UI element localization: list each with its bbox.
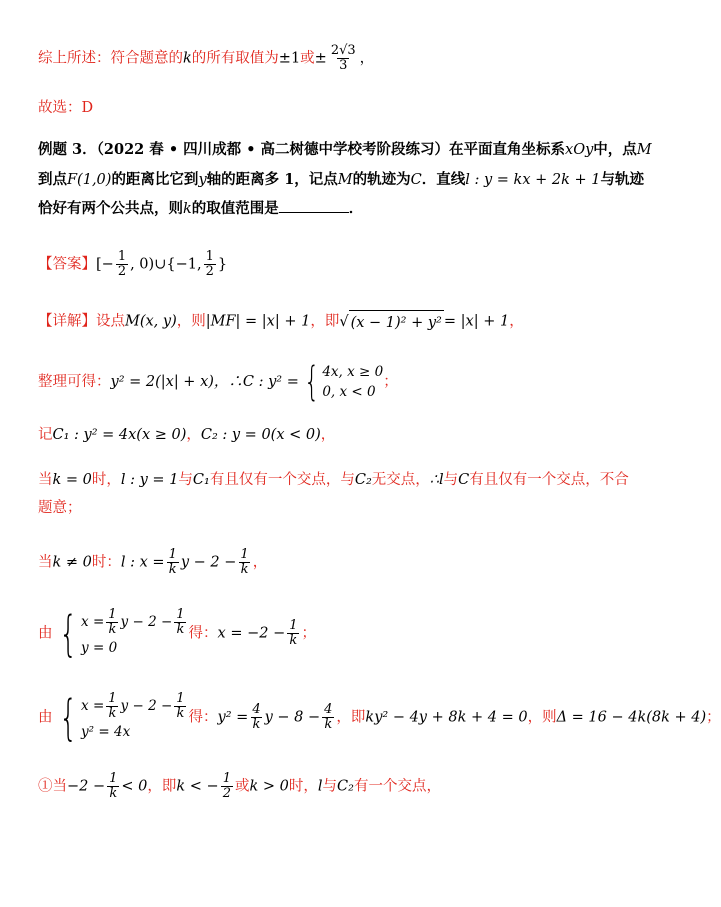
y2: y² = <box>217 709 249 726</box>
organize-line <box>38 359 398 405</box>
or-text: 或 <box>300 50 315 67</box>
fraction <box>238 548 250 577</box>
brace-icon: { <box>303 359 320 405</box>
xoy-var: xOy <box>565 142 594 158</box>
k0-text: 当 <box>38 472 53 488</box>
fraction-denominator: k <box>176 706 185 721</box>
k0-eq: k = 0 <box>52 472 92 488</box>
example-source: （2022 春 • 四川成都 • 高二树德中学校考阶段练习）在平面直角坐标系 <box>96 141 566 158</box>
kn-text: 当 <box>38 554 53 571</box>
conclusion-line <box>38 44 374 73</box>
record-label: 记 <box>38 427 53 443</box>
k0-text: 有且仅有一个交点，不合 <box>469 472 629 488</box>
example-text: 的距离比它到 <box>111 171 199 188</box>
sqrt-icon: √ <box>339 313 349 330</box>
semicolon: ； <box>706 709 721 726</box>
c-var: C <box>458 472 470 488</box>
k-nonzero-line <box>38 548 267 577</box>
case-text: ，即 <box>147 778 177 795</box>
example-text: 到点 <box>38 171 67 188</box>
answer-expr: } <box>217 256 228 273</box>
piecewise-system <box>299 359 384 405</box>
record-line <box>38 425 335 445</box>
pm-one: ±1 <box>278 50 301 67</box>
fraction-denominator: k <box>252 717 261 732</box>
conclusion-text2: 的所有取值为 <box>191 50 279 67</box>
example-text: 的轨迹为 <box>352 171 411 188</box>
k-ineq: k < − <box>176 778 219 795</box>
c2-def: C₂ : y = 0(x < 0) <box>200 427 321 443</box>
k-var: k <box>183 50 192 67</box>
quadratic: ky² − 4y + 8k + 4 = 0 <box>365 709 528 726</box>
curve-c: C <box>410 172 422 188</box>
point-m: M(x, y) <box>125 313 177 330</box>
answer-line <box>38 250 227 279</box>
result: x = −2 − <box>217 625 286 642</box>
k-zero-line <box>38 470 629 490</box>
kn-text: 时： <box>91 554 121 571</box>
example-text: 的取值范围是 <box>191 200 279 217</box>
text: ，则 <box>527 709 557 726</box>
case-text: 有一个交点， <box>353 778 441 795</box>
example-text: ．直线 <box>421 171 466 188</box>
system-1 <box>53 605 189 662</box>
k0-text: 题意； <box>38 500 82 516</box>
system-row: y = 0 <box>81 640 118 656</box>
expr: −2 − <box>67 778 106 795</box>
kn-mid: y − 2 − <box>180 554 237 571</box>
fraction <box>107 772 119 801</box>
fraction-2sqrt3-over-3 <box>329 44 358 73</box>
fraction-half <box>116 250 128 279</box>
semicolon: ； <box>383 374 398 390</box>
therefore-l: ∴l <box>429 472 444 488</box>
point-m: M <box>337 172 353 188</box>
case-text: ①当 <box>38 778 67 795</box>
fraction-denominator: k <box>176 622 185 637</box>
you-text: 由 <box>38 709 53 726</box>
k-zero-line-2 <box>38 498 82 518</box>
example-text: 与轨迹 <box>600 171 644 188</box>
comma: ， <box>320 427 336 443</box>
fraction <box>250 703 262 732</box>
c1-def: C₁ : y² = 4x(x ≥ 0) <box>52 427 187 443</box>
system-row: y² = 4x <box>81 724 131 740</box>
fraction-numerator: 1 <box>117 249 127 264</box>
fraction-denominator: 2 <box>117 264 127 279</box>
mid: y − 8 − <box>264 709 321 726</box>
fraction-half <box>204 250 216 279</box>
fraction-numerator: 1 <box>222 771 231 786</box>
example-line-1 <box>38 140 652 160</box>
k0-text: 与 <box>178 472 193 488</box>
example-text: 轴的距离多 1，记点 <box>206 171 338 188</box>
line-equation: l : y = kx + 2k + 1 <box>465 172 601 188</box>
comma: ， <box>359 50 375 67</box>
system-row <box>81 608 189 637</box>
fraction-denominator: k <box>240 562 249 577</box>
radicand: (x − 1)² + y² <box>349 310 444 333</box>
l-var: l <box>317 778 323 795</box>
answer-expr: [− <box>96 256 114 273</box>
organize-eq: y² = 2(|x| + x) <box>110 374 214 390</box>
k-var: k <box>183 201 192 217</box>
lt: < 0 <box>121 778 148 795</box>
fraction-numerator: 1 <box>108 691 117 706</box>
case-text: 时， <box>288 778 318 795</box>
row-part: y − 2 − <box>120 614 173 630</box>
k0-text: 时， <box>91 472 121 488</box>
example-line-3 <box>38 198 363 219</box>
answer-choice-text: 故选：D <box>38 100 94 116</box>
brace-icon: { <box>58 605 77 662</box>
you-text: 由 <box>38 625 53 642</box>
de-text: 得： <box>188 625 218 642</box>
k0-line: l : y = 1 <box>120 472 179 488</box>
sqrt-expr <box>339 310 444 333</box>
point-f: F(1,0) <box>67 172 112 188</box>
fraction-denominator: 2 <box>222 786 231 801</box>
row-part: x = <box>81 614 105 630</box>
example-title: 例题 3． <box>38 141 97 158</box>
system-1-line <box>38 605 317 662</box>
case-row: 4x, x ≥ 0 <box>322 364 384 380</box>
fraction-denominator: k <box>109 786 118 801</box>
y-axis-var: y <box>198 172 207 188</box>
fraction-denominator: 2 <box>205 264 214 279</box>
conclusion-text: 综上所述：符合题意的 <box>38 50 183 67</box>
k-ineq: k > 0 <box>249 778 289 795</box>
case-row: 0, x < 0 <box>322 384 376 400</box>
fraction-numerator: 1 <box>176 607 185 622</box>
fraction-numerator: 1 <box>109 771 118 786</box>
point-m: M <box>636 142 652 158</box>
fraction-numerator: 1 <box>176 691 185 706</box>
fraction-numerator: 1 <box>108 607 117 622</box>
fraction-denominator: k <box>108 622 117 637</box>
detail-text: ，即 <box>310 313 340 330</box>
example-text: 恰好有两个公共点，则 <box>38 200 183 217</box>
fraction <box>287 619 299 648</box>
fraction <box>221 772 233 801</box>
fraction-numerator: 1 <box>168 547 177 562</box>
detail-text: ，则 <box>176 313 206 330</box>
fraction-numerator: 1 <box>205 249 214 264</box>
semicolon: ； <box>301 625 317 642</box>
period: ． <box>348 200 364 217</box>
answer-choice-line <box>38 98 93 118</box>
row-part: y − 2 − <box>120 698 173 714</box>
fraction-numerator: 4 <box>324 702 333 717</box>
case-1-line <box>38 772 441 801</box>
fraction-numerator: 1 <box>289 618 298 633</box>
comma: ， <box>186 427 201 443</box>
comma: ， <box>252 554 268 571</box>
fraction <box>167 548 179 577</box>
pm-sign: ± <box>314 50 327 67</box>
system-row <box>81 692 189 721</box>
fraction-denominator: k <box>289 633 298 648</box>
kn-line: l : x = <box>120 554 165 571</box>
fraction-numerator: 4 <box>252 702 261 717</box>
k0-text: 有且仅有一个交点，与 <box>209 472 355 488</box>
example-text: 中，点 <box>593 141 637 158</box>
answer-expr: , 0)∪{−1, <box>130 256 202 273</box>
mf-eq: |MF| = |x| + 1 <box>205 313 311 330</box>
case-text: 或 <box>235 778 250 795</box>
text: ，即 <box>336 709 366 726</box>
c2-var: C₂ <box>354 472 372 488</box>
k0-text: 与 <box>443 472 459 488</box>
case-text: 与 <box>322 778 338 795</box>
organize-label: 整理可得： <box>38 374 111 390</box>
delta: Δ = 16 − 4k(8k + 4) <box>556 709 707 726</box>
curve-def: ，∴C : y² = <box>213 374 299 390</box>
fraction-denominator: k <box>108 706 117 721</box>
fraction-denominator: 3 <box>339 58 348 73</box>
answer-label: 【答案】 <box>38 256 96 273</box>
example-line-2 <box>38 170 644 190</box>
rhs: = |x| + 1 <box>443 313 510 330</box>
c2-var: C₂ <box>337 778 354 795</box>
brace-icon: { <box>58 689 77 746</box>
kn-eq: k ≠ 0 <box>52 554 92 571</box>
comma: ， <box>509 313 524 330</box>
k0-text: 无交点， <box>371 472 430 488</box>
fraction-denominator: k <box>324 717 333 732</box>
system-2-line <box>38 689 721 746</box>
fraction-numerator: 1 <box>240 547 249 562</box>
detail-label: 【详解】设点 <box>38 313 125 330</box>
system-2 <box>53 689 189 746</box>
c1-var: C₁ <box>192 472 210 488</box>
answer-blank <box>279 198 349 213</box>
row-part: x = <box>81 698 105 714</box>
fraction-denominator: k <box>168 562 177 577</box>
detail-line <box>38 310 524 333</box>
fraction-numerator: 2√3 <box>330 43 356 58</box>
de-text: 得： <box>188 709 218 726</box>
fraction <box>322 703 334 732</box>
